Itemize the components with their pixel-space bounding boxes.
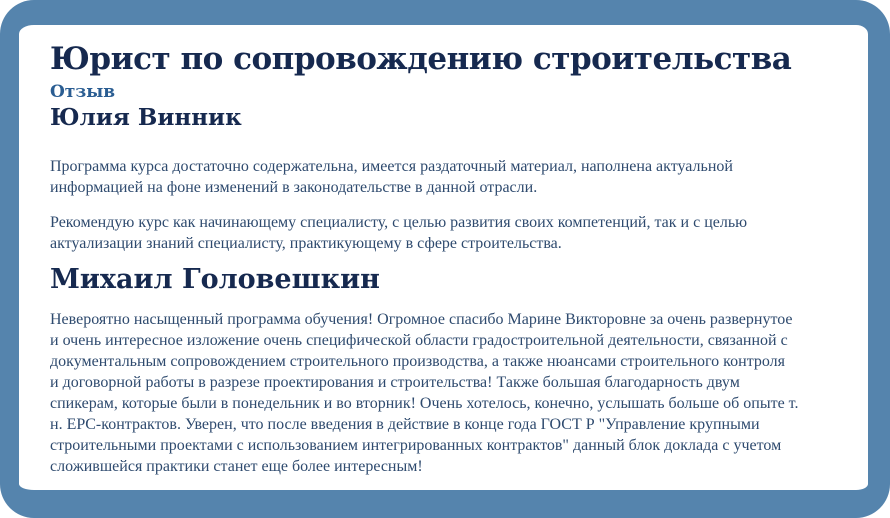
subtitle-label: Отзыв	[50, 82, 116, 102]
review-paragraph	[50, 212, 844, 254]
paragraph-line: и договорной работы в разрезе проектирования и строительства! Также большая благодарность двум	[50, 374, 740, 391]
review-paragraph	[50, 309, 844, 477]
paragraph-line: информацией на фоне изменений в законодательстве в данной отрасли.	[50, 179, 538, 196]
paragraph-line: сложившейся практики станет еще более интересным!	[50, 458, 423, 475]
paragraph-line: строительными проектами с использованием интегрированных контрактов" данный блок доклада с учетом	[50, 437, 782, 454]
paragraph-line: н. EPC-контрактов. Уверен, что после введения в действие в конце года ГОСТ Р "Управление крупными	[50, 416, 760, 433]
paragraph-line: Рекомендую курс как начинающему специалисту, с целью развития своих компетенций, так и с целью	[50, 214, 748, 231]
page-title: Юрист по сопровождению строительства	[50, 41, 792, 77]
paragraph-line: спикерам, которые были в понедельник и во вторник! Очень хотелось, конечно, услышать больше об опыте т.	[50, 395, 799, 412]
review-paragraph	[50, 156, 844, 198]
reviewer-name-mikhail: Михаил Головешкин	[50, 264, 380, 295]
paragraph-line: Программа курса достаточно содержательна, имеется раздаточный материал, наполнена актуальной	[50, 158, 733, 175]
paragraph-line: актуализации знаний специалисту, практикующему в сфере строительства.	[50, 235, 562, 252]
paragraph-line: документальным сопровождением строительного производства, а также нюансами строительного контроля	[50, 353, 786, 370]
page-content	[19, 25, 868, 490]
reviewer-name-yulia: Юлия Винник	[50, 104, 242, 131]
paragraph-line: Невероятно насыщенный программа обучения! Огромное спасибо Марине Викторовне за очень развернутое	[50, 311, 793, 328]
paragraph-line: и очень интересное изложение очень специфической области градостроительной деятельности, связанной с	[50, 332, 788, 349]
